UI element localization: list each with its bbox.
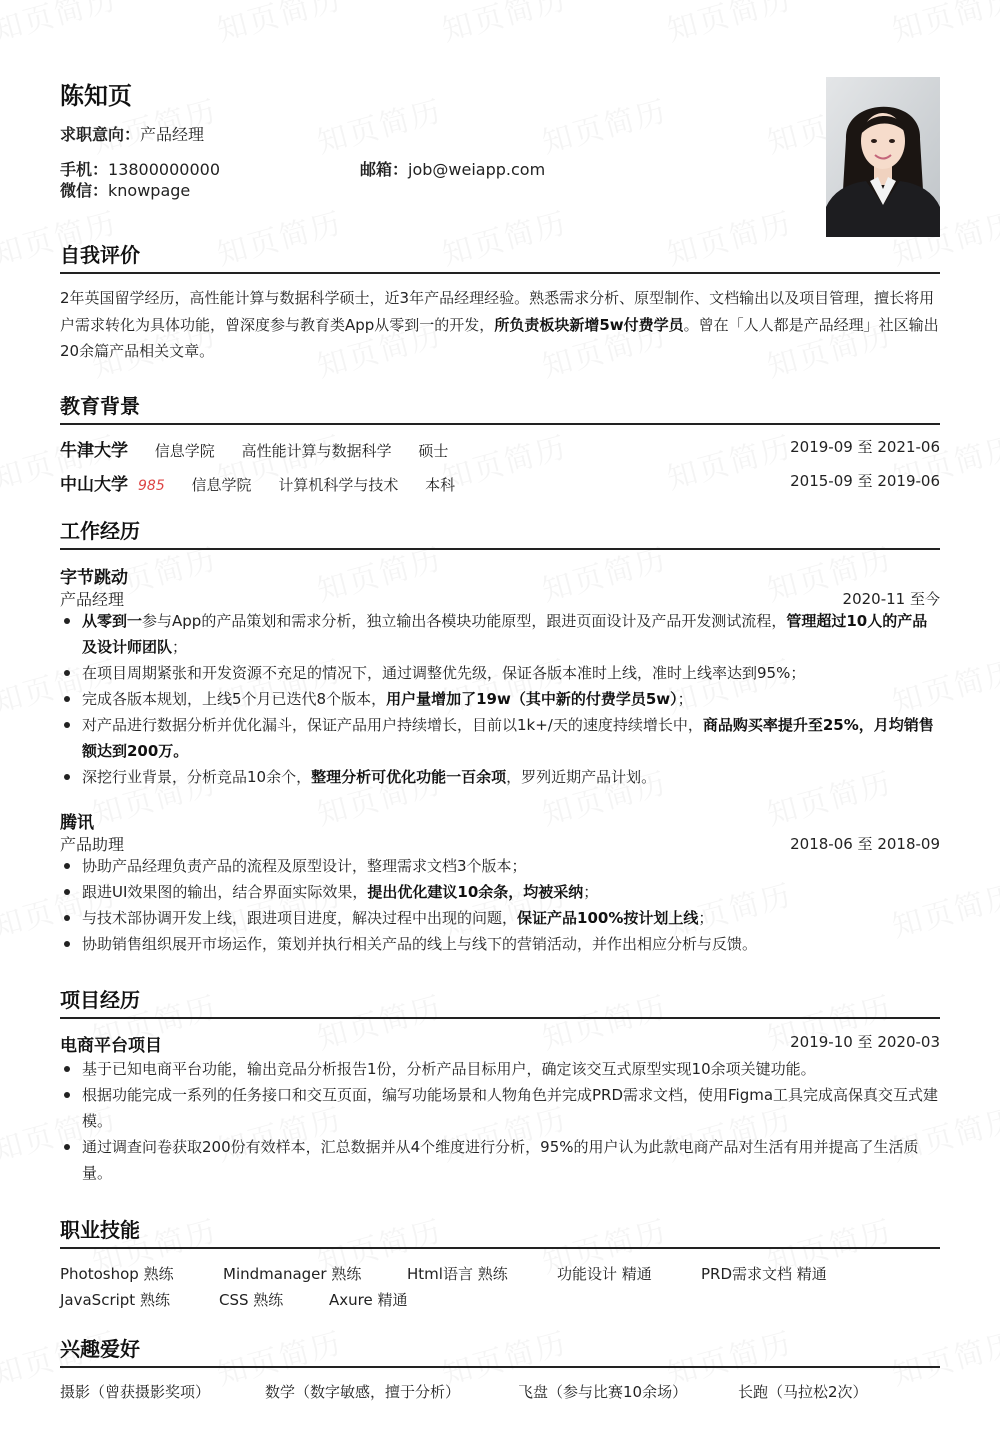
work-bullets-bytedance <box>60 608 940 790</box>
college: 信息学院 <box>191 476 252 494</box>
skill-item: PRD需求文档 精通 <box>701 1265 827 1283</box>
watermark-text <box>661 0 796 50</box>
section-title-project: 项目经历 <box>60 987 940 1019</box>
education-date: 2015-09 至 2019-06 <box>790 472 940 490</box>
major: 计算机科学与技术 <box>278 476 399 494</box>
bullet-text: 对产品进行数据分析并优化漏斗，保证产品用户持续增长，目前以1k+/天的速度持续增长中， <box>82 716 703 734</box>
skill-item: CSS 熟练 <box>219 1291 284 1309</box>
self-eval-paragraph <box>60 285 940 365</box>
list-item <box>60 931 940 957</box>
bullet-text: 完成各版本规划，上线5个月已迭代8个版本， <box>82 690 387 708</box>
phone-line <box>60 157 220 180</box>
list-item <box>60 712 940 764</box>
phone-value: 13800000000 <box>108 160 220 179</box>
bullet-bold: 保证产品100%按计划上线 <box>517 909 699 927</box>
bullet-text: 与技术部协调开发上线，跟进项目进度，解决过程中出现的问题， <box>82 909 518 927</box>
profile-photo <box>826 77 940 237</box>
skill-item: 功能设计 精通 <box>557 1265 652 1283</box>
bullet-text: ； <box>677 690 693 708</box>
objective-value: 产品经理 <box>140 125 205 144</box>
bullet-bold: 整理分析可优化功能一百余项 <box>311 768 507 786</box>
hobby-item: 摄影（曾获摄影奖项） <box>60 1383 211 1401</box>
skill-item: Axure 精通 <box>329 1291 408 1309</box>
email-value: job@weiapp.com <box>408 160 546 179</box>
email-line <box>360 157 545 180</box>
degree: 本科 <box>425 476 456 494</box>
list-item: 根据功能完成一系列的任务接口和交互页面，编写功能场景和人物角色并完成PRD需求文档，使用Figma工具完成高保真交互式建模。 <box>60 1082 940 1134</box>
list-item <box>60 879 940 905</box>
project-date: 2019-10 至 2020-03 <box>790 1033 940 1051</box>
self-eval-highlight: 所负责板块新增5w付费学员 <box>494 315 684 334</box>
bullet-text: ； <box>583 883 599 901</box>
list-item: 基于已知电商平台功能，输出竞品分析报告1份，分析产品目标用户，确定该交互式原型实现10余项关键功能。 <box>60 1056 940 1082</box>
bullet-text: 协助产品经理负责产品的流程及原型设计，整理需求文档3个版本； <box>82 857 527 875</box>
candidate-name: 陈知页 <box>60 82 132 110</box>
job-date: 2020-11 至今 <box>842 590 940 608</box>
bullet-text: 跟进UI效果图的输出，结合界面实际效果， <box>82 883 368 901</box>
wechat-value: knowpage <box>108 181 191 200</box>
bullet-text: 在项目周期紧张和开发资源不充足的情况下，通过调整优先级，保证各版本准时上线，准时上线率达到95%； <box>82 664 806 682</box>
watermark-text <box>211 0 346 50</box>
work-bullets-tencent <box>60 853 940 957</box>
bullet-text: 参与App的产品策划和需求分析，独立输出各模块功能原型，跟进页面设计及产品开发测试流程， <box>142 612 787 630</box>
bullet-bold: 从零到一 <box>82 612 143 630</box>
section-title-hobbies: 兴趣爱好 <box>60 1336 940 1368</box>
wechat-line <box>60 178 190 201</box>
bullet-bold: 用户量增加了19w（其中新的付费学员5w） <box>386 690 678 708</box>
school-name: 牛津大学 <box>60 441 128 461</box>
watermark-text <box>536 86 671 162</box>
section-title-work: 工作经历 <box>60 518 940 550</box>
education-date: 2019-09 至 2021-06 <box>790 438 940 456</box>
hobby-item: 飞盘（参与比赛10余场） <box>518 1383 688 1401</box>
education-row <box>60 470 940 494</box>
bullet-text: ，罗列近期产品计划。 <box>506 768 657 786</box>
skill-item: JavaScript 熟练 <box>60 1291 170 1309</box>
project-name: 电商平台项目 <box>60 1036 162 1056</box>
bullet-bold: 管理超过10人的产品及设计师团队 <box>82 612 928 656</box>
skill-item: Html语言 熟练 <box>407 1265 508 1283</box>
college: 信息学院 <box>154 442 215 460</box>
list-item: 通过调查问卷获取200份有效样本，汇总数据并从4个维度进行分析，95%的用户认为此款电商产品对生活有用并提高了生活质量。 <box>60 1134 940 1186</box>
objective-line <box>60 122 204 145</box>
school-name: 中山大学 <box>60 475 128 495</box>
watermark-text <box>311 86 446 162</box>
section-title-education: 教育背景 <box>60 393 940 425</box>
list-item <box>60 853 940 879</box>
self-eval-text-end: 。曾在「人人都是产品经理」社区输出20余篇产品相关文章。 <box>60 315 939 360</box>
list-item <box>60 905 940 931</box>
job-role: 产品经理 <box>60 590 125 609</box>
company-name: 腾讯 <box>60 813 94 833</box>
degree: 硕士 <box>418 442 449 460</box>
section-title-skills: 职业技能 <box>60 1217 940 1249</box>
company-name: 字节跳动 <box>60 568 128 588</box>
list-item <box>60 660 940 686</box>
job-role: 产品助理 <box>60 835 125 854</box>
bullet-text: ； <box>172 638 188 656</box>
self-eval-text: 2年英国留学经历，高性能计算与数据科学硕士，近3年产品经理经验。熟悉需求分析、原型制作、文档输出以及项目管理，擅长将用户需求转化为具体功能，曾深度参与教育类App从零到一的开发， <box>60 289 935 334</box>
list-item <box>60 686 940 712</box>
education-row <box>60 436 940 460</box>
hobby-item: 长跑（马拉松2次） <box>738 1383 868 1401</box>
list-item <box>60 764 940 790</box>
bullet-text: 协助销售组织展开市场运作，策划并执行相关产品的线上与线下的营销活动，并作出相应分析与反馈。 <box>82 935 758 953</box>
watermark-text <box>0 0 122 50</box>
skill-item: Mindmanager 熟练 <box>223 1265 362 1283</box>
hobby-item: 数学（数字敏感，擅于分析） <box>265 1383 461 1401</box>
wechat-label: 微信： <box>60 181 109 200</box>
watermark-text <box>436 0 571 50</box>
bullet-text: ； <box>698 909 714 927</box>
skill-item: Photoshop 熟练 <box>60 1265 174 1283</box>
list-item <box>60 608 940 660</box>
bullet-text: 深挖行业背景，分析竞品10余个， <box>82 768 312 786</box>
project-bullets <box>60 1056 940 1186</box>
school-tag-badge: 985 <box>138 478 165 494</box>
watermark-text <box>886 0 1000 50</box>
bullet-bold: 商品购买率提升至25%，月均销售额达到200万。 <box>82 716 934 760</box>
major: 高性能计算与数据科学 <box>241 442 392 460</box>
email-label: 邮箱： <box>360 160 409 179</box>
objective-label: 求职意向： <box>60 125 141 144</box>
job-date: 2018-06 至 2018-09 <box>790 835 940 853</box>
bullet-bold: 提出优化建议10余条，均被采纳 <box>367 883 584 901</box>
phone-label: 手机： <box>60 160 109 179</box>
section-title-self-eval: 自我评价 <box>60 242 940 274</box>
